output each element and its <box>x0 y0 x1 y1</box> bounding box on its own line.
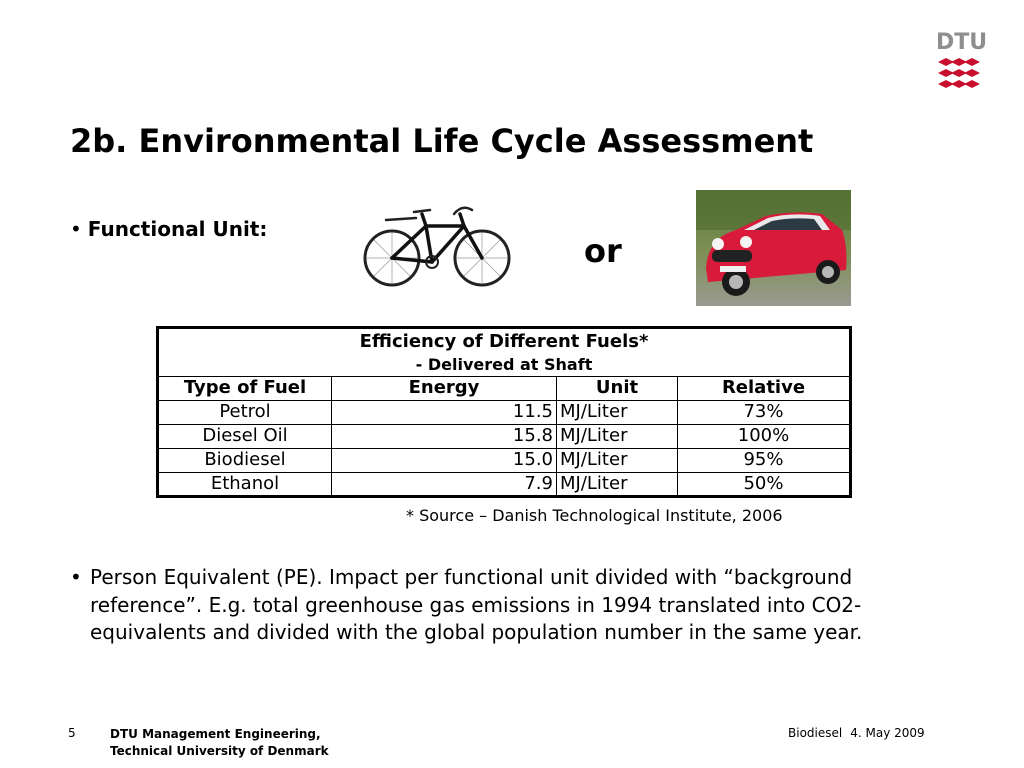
unit-cell: MJ/Liter <box>557 424 678 448</box>
footer-date: 4. May 2009 <box>850 726 925 740</box>
table-source-note: * Source – Danish Technological Institute, 2006 <box>406 506 783 525</box>
table-caption: Efficiency of Different Fuels* <box>158 328 851 354</box>
footer-organization <box>110 726 329 760</box>
unit-cell: MJ/Liter <box>557 448 678 472</box>
page-number: 5 <box>68 726 76 740</box>
energy-cell: 11.5 <box>332 400 557 424</box>
dtu-logo <box>936 30 988 92</box>
energy-cell: 7.9 <box>332 472 557 496</box>
bullet-dot: • <box>70 565 82 589</box>
table-header-row <box>158 376 851 400</box>
fuel-type-cell: Ethanol <box>158 472 332 496</box>
table-subcaption-row <box>158 354 851 377</box>
bullet-dot: • <box>70 217 82 241</box>
footer-meta <box>788 726 925 740</box>
footer-org-line2: Technical University of Denmark <box>110 744 329 758</box>
energy-cell: 15.0 <box>332 448 557 472</box>
or-text: or <box>584 232 622 270</box>
relative-cell: 73% <box>678 400 851 424</box>
bicycle-image <box>356 196 516 292</box>
column-header-unit: Unit <box>557 376 678 400</box>
functional-unit-label: Functional Unit: <box>87 217 268 241</box>
relative-cell: 100% <box>678 424 851 448</box>
slide-title: 2b. Environmental Life Cycle Assessment <box>70 122 814 160</box>
column-header-energy: Energy <box>332 376 557 400</box>
table-subcaption: - Delivered at Shaft <box>158 354 851 377</box>
person-equivalent-text: Person Equivalent (PE). Impact per functional unit divided with “background reference”. E.g. total greenhouse gas emissions in 1994 translated into CO2-equivalents and divided with the global population number in the same year. <box>90 565 863 644</box>
car-image <box>696 190 851 306</box>
fuel-type-cell: Diesel Oil <box>158 424 332 448</box>
fuel-efficiency-table <box>156 326 852 498</box>
relative-cell: 50% <box>678 472 851 496</box>
column-header-fuel-type: Type of Fuel <box>158 376 332 400</box>
table-row <box>158 448 851 472</box>
table-row <box>158 400 851 424</box>
table-caption-row <box>158 328 851 354</box>
logo-text: DTU <box>936 30 988 55</box>
column-header-relative: Relative <box>678 376 851 400</box>
unit-cell: MJ/Liter <box>557 400 678 424</box>
table-row <box>158 472 851 496</box>
person-equivalent-bullet <box>70 564 930 647</box>
footer-org-line1: DTU Management Engineering, <box>110 727 321 741</box>
fuel-type-cell: Biodiesel <box>158 448 332 472</box>
logo-stripes-icon <box>938 58 980 90</box>
energy-cell: 15.8 <box>332 424 557 448</box>
fuel-type-cell: Petrol <box>158 400 332 424</box>
functional-unit-bullet <box>70 217 267 241</box>
unit-cell: MJ/Liter <box>557 472 678 496</box>
footer-topic: Biodiesel <box>788 726 843 740</box>
table-row <box>158 424 851 448</box>
relative-cell: 95% <box>678 448 851 472</box>
